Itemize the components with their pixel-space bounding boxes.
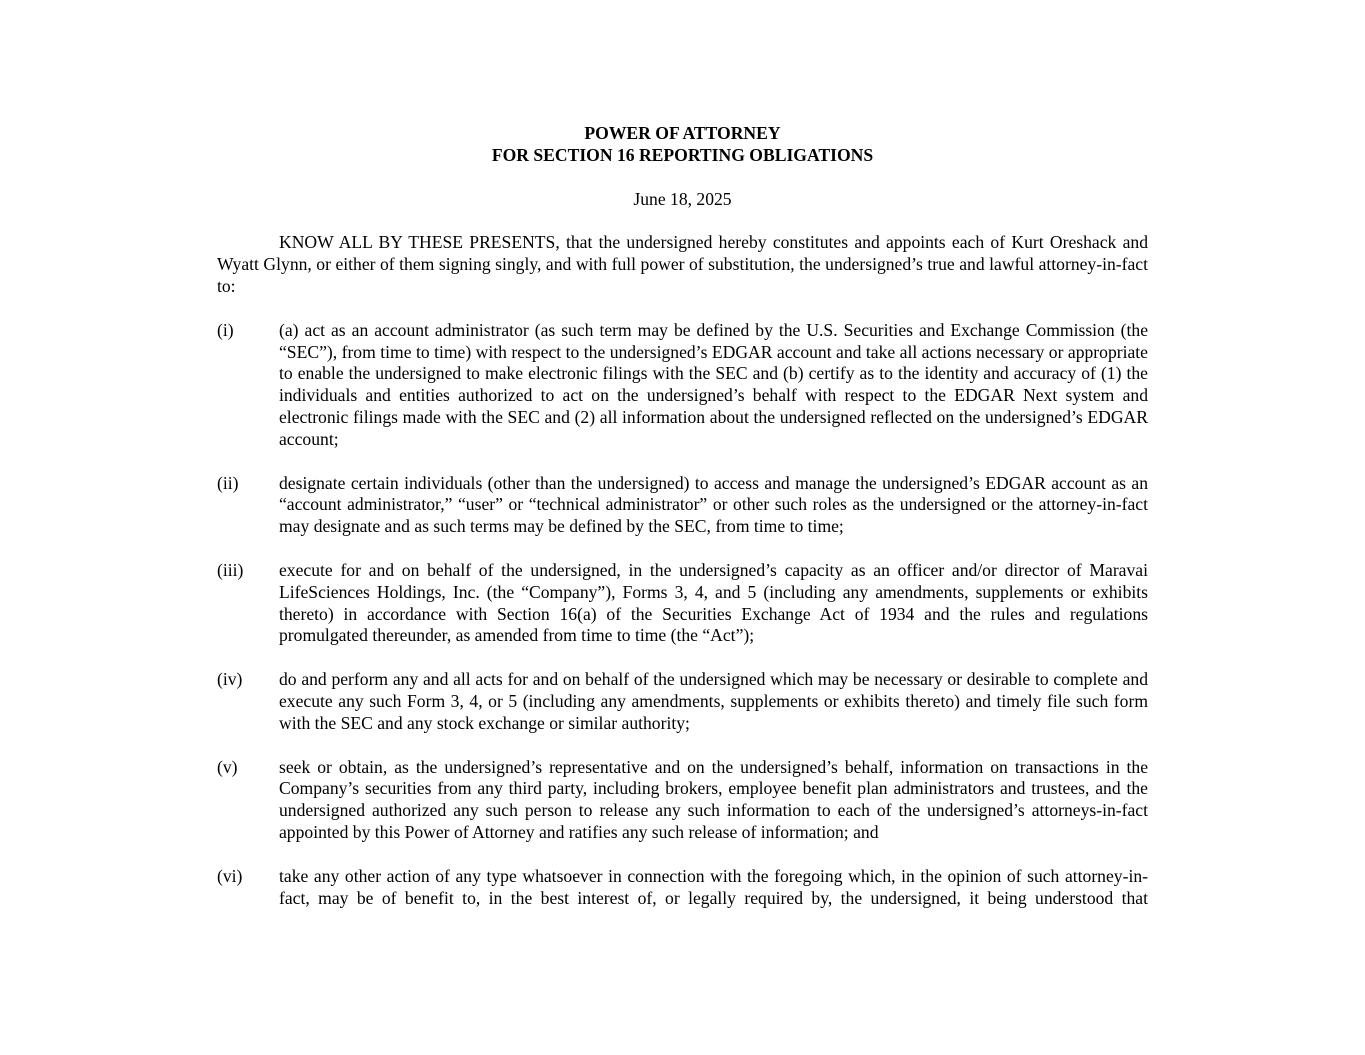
item-text: seek or obtain, as the undersigned’s representative and on the undersigned’s behalf, information on transactions in the Company’s securities from any third party, including brokers, employee benefit plan administrators and trustees, and the undersigned authorized any such person to release any such information to each of the undersigned’s attorneys-in-fact appointed by this Power of Attorney and ratifies any such release of information; and [279, 756, 1148, 842]
document-page [217, 123, 1148, 909]
document-date: June 18, 2025 [633, 188, 732, 209]
item-number: (v) [217, 756, 238, 777]
item-text: execute for and on behalf of the undersigned, in the undersigned’s capacity as an officer and/or director of Maravai LifeSciences Holdings, Inc. (the “Company”), Forms 3, 4, and 5 (including any amendments, supplements or exhibits thereto) in accordance with Section 16(a) of the Securities Exchange Act of 1934 and the rules and regulations promulgated thereunder, as amended from time to time (the “Act”); [279, 559, 1148, 646]
item-number: (iv) [217, 669, 243, 690]
document-title-line2: FOR SECTION 16 REPORTING OBLIGATIONS [491, 144, 874, 165]
document-title-line1: POWER OF ATTORNEY [584, 123, 781, 143]
intro-paragraph: KNOW ALL BY THESE PRESENTS, that the undersigned hereby constitutes and appoints each of Kurt Oreshack and Wyatt Glynn, or either of them signing singly, and with full power of substitution, the undersigned’s true and lawful attorney-in-fact to: [217, 232, 1148, 296]
item-text: do and perform any and all acts for and on behalf of the undersigned which may be necessary or desirable to complete and execute any such Form 3, 4, or 5 (including any amendments, supplements or exhibits thereto) and timely file such form with the SEC and any stock exchange or similar authority; [279, 669, 1148, 733]
list-item [217, 757, 1148, 844]
item-number: (ii) [217, 472, 239, 493]
list-item [217, 866, 1148, 910]
item-text: designate certain individuals (other than the undersigned) to access and manage the undersigned’s EDGAR account as an “account administrator,” “user” or “technical administrator” or other such roles as the undersigned or the attorney-in-fact may designate and as such terms may be defined by the SEC, from time to time; [279, 472, 1148, 537]
list-item [217, 560, 1148, 647]
item-number: (iii) [217, 559, 244, 580]
item-text: take any other action of any type whatsoever in connection with the foregoing which, in the opinion of such attorney-in-fact, may be of benefit to, in the best interest of, or legally required by, the undersigned, it being understood that [279, 865, 1148, 908]
item-number: (i) [217, 319, 234, 340]
list-item [217, 473, 1148, 538]
item-text: (a) act as an account administrator (as such term may be defined by the U.S. Securities and Exchange Commission (the “SEC”), from time to time) with respect to the undersigned’s EDGAR account and take all actions necessary or appropriate to enable the undersigned to make electronic filings with the SEC and (b) certify as to the identity and accuracy of (1) the individuals and entities authorized to act on the undersigned’s behalf with respect to the EDGAR Next system and electronic filings made with the SEC and (2) all information about the undersigned reflected on the undersigned’s EDGAR account; [279, 319, 1148, 449]
item-number: (vi) [217, 865, 243, 886]
list-item [217, 320, 1148, 451]
list-item [217, 669, 1148, 734]
